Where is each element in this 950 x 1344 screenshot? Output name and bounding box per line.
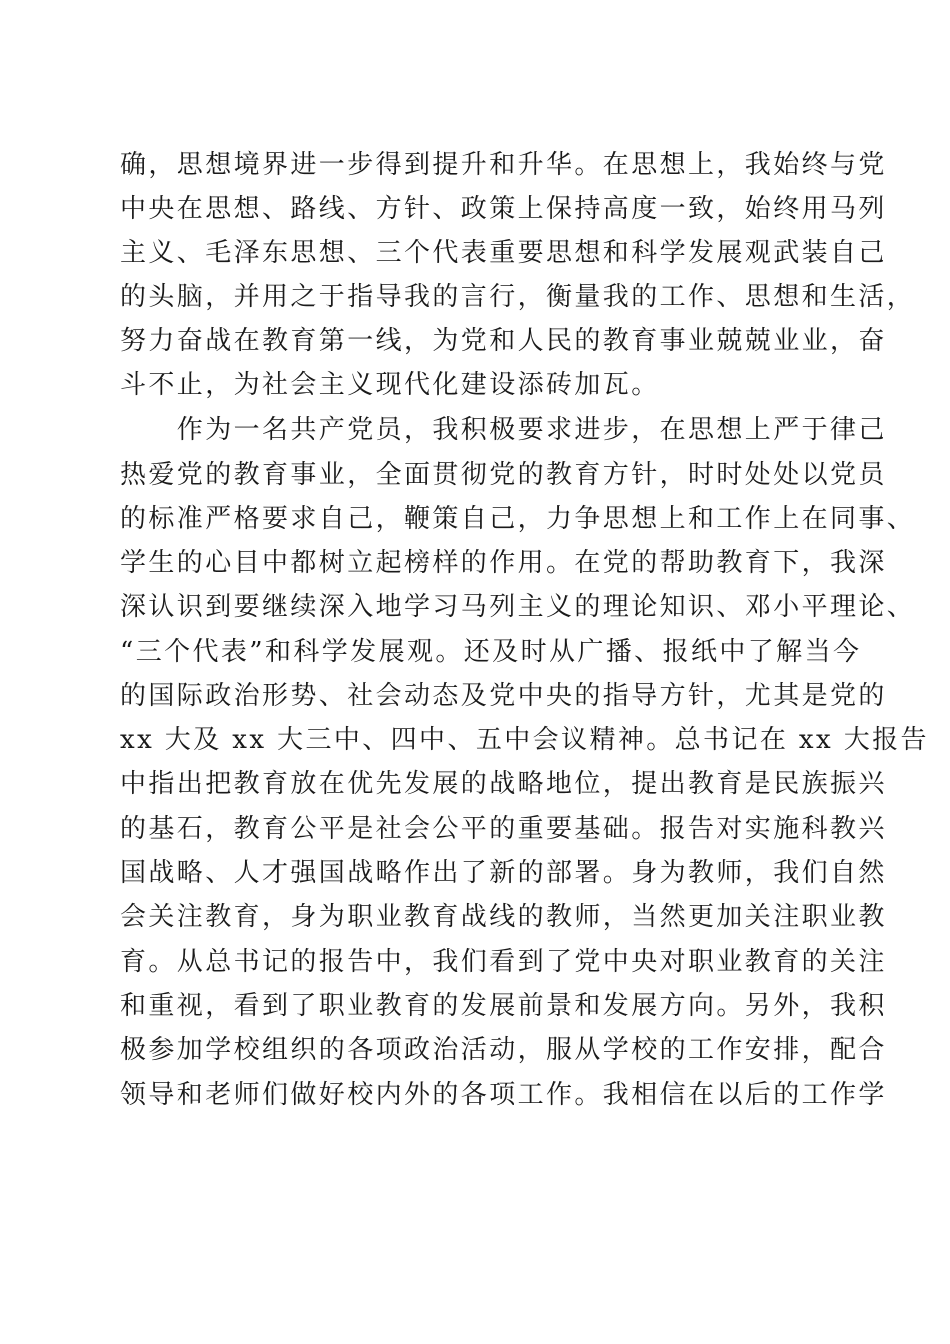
text-line: 学生的心目中都树立起榜样的作用。在党的帮助教育下，我深 xyxy=(120,548,887,578)
text-line: 确，思想境界进一步得到提升和升华。在思想上，我始终与党 xyxy=(120,150,887,180)
text-line: “三个代表”和科学发展观。还及时从广播、报纸中了解当今 xyxy=(120,637,862,667)
text-line: 中指出把教育放在优先发展的战略地位，提出教育是民族振兴 xyxy=(120,769,887,799)
text-line: 热爱党的教育事业，全面贯彻党的教育方针，时时处处以党员 xyxy=(120,460,887,490)
text-line: xx 大及 xx 大三中、四中、五中会议精神。总书记在 xx 大报告 xyxy=(120,725,929,755)
text-line: 努力奋战在教育第一线，为党和人民的教育事业兢兢业业，奋 xyxy=(120,326,887,356)
text-line: 斗不止，为社会主义现代化建设添砖加瓦。 xyxy=(120,370,660,400)
text-line: 的标准严格要求自己，鞭策自己，力争思想上和工作上在同事、 xyxy=(120,504,916,534)
text-line: 领导和老师们做好校内外的各项工作。我相信在以后的工作学 xyxy=(120,1080,887,1110)
text-line: 中央在思想、路线、方针、政策上保持高度一致，始终用马列 xyxy=(120,194,887,224)
text-line: 的头脑，并用之于指导我的言行，衡量我的工作、思想和生活， xyxy=(120,282,916,312)
text-line: 育。从总书记的报告中，我们看到了党中央对职业教育的关注 xyxy=(120,947,887,977)
text-line: 国战略、人才强国战略作出了新的部署。身为教师，我们自然 xyxy=(120,858,887,888)
text-line: 主义、毛泽东思想、三个代表重要思想和科学发展观武装自己 xyxy=(120,238,887,268)
text-line: 会关注教育，身为职业教育战线的教师，当然更加关注职业教 xyxy=(120,902,887,932)
text-line: 深认识到要继续深入地学习马列主义的理论知识、邓小平理论、 xyxy=(120,592,916,622)
text-line: 作为一名共产党员，我积极要求进步，在思想上严于律己 xyxy=(120,415,887,445)
text-line: 和重视，看到了职业教育的发展前景和发展方向。另外，我积 xyxy=(120,991,887,1021)
text-line: 的国际政治形势、社会动态及党中央的指导方针，尤其是党的 xyxy=(120,681,887,711)
text-line: 极参加学校组织的各项政治活动，服从学校的工作安排，配合 xyxy=(120,1035,887,1065)
text-line: 的基石，教育公平是社会公平的重要基础。报告对实施科教兴 xyxy=(120,814,887,844)
